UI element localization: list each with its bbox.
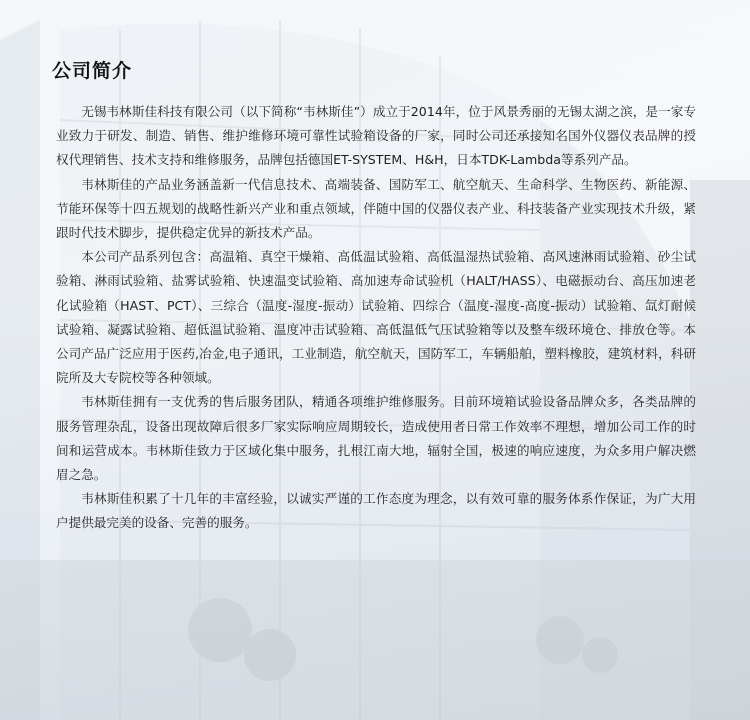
page-title: 公司简介 <box>52 60 133 82</box>
paragraph-2: 韦林斯佳的产品业务涵盖新一代信息技术、高端装备、国防军工、航空航天、生命科学、生物医药、新能源、节能环保等十四五规划的战略性新兴产业和重点领域，伴随中国的仪器仪表产业、科技装备产业实现技术升级，紧跟时代技术脚步，提供稳定优异的新技术产品。 <box>56 176 696 241</box>
paragraph-5: 韦林斯佳积累了十几年的丰富经验，以诚实严谨的工作态度为理念，以有效可靠的服务体系作保证，为广大用户提供最完美的设备、完善的服务。 <box>56 491 696 531</box>
paragraph-4: 韦林斯佳拥有一支优秀的售后服务团队，精通各项维护维修服务。目前环境箱试验设备品牌众多，各类品牌的服务管理杂乱，设备出现故障后很多厂家实际响应周期较长，造成使用者日常工作效率不理想，增加公司工作的时间和运营成本。韦林斯佳致力于区域化集中服务，扎根江南大地，辐射全国，极速的响应速度，为众多用户解决燃眉之急。 <box>56 394 696 483</box>
paragraph-1: 无锡韦林斯佳科技有限公司（以下简称“韦林斯佳”）成立于2014年，位于风景秀丽的无锡太湖之滨，是一家专业致力于研发、制造、销售、维护维修环境可靠性试验箱设备的厂家，同时公司还承接知名国外仪器仪表品牌的授权代理销售、技术支持和维修服务，品牌包括德国ET-SYSTEM、H&H，日本TDK-Lambda等系列产品。 <box>56 104 696 168</box>
intro-body <box>56 100 696 536</box>
paragraph-3: 本公司产品系列包含：高温箱、真空干燥箱、高低温试验箱、高低温湿热试验箱、高风速淋雨试验箱、砂尘试验箱、淋雨试验箱、盐雾试验箱、快速温变试验箱、高加速寿命试验机（HALT/HASS）、电磁振动台、高压加速老化试验箱（HAST、PCT）、三综合（温度-湿度-振动）试验箱、四综合（温度-湿度-高度-振动）试验箱、氙灯耐候试验箱、凝露试验箱、超低温试验箱、温度冲击试验箱、高低温低气压试验箱等以及整车级环境仓、排放仓等。本公司产品广泛应用于医药,冶金,电子通讯，工业制造，航空航天，国防军工，车辆船舶，塑料橡胶，建筑材料，科研院所及大专院校等各种领域。 <box>56 249 696 386</box>
